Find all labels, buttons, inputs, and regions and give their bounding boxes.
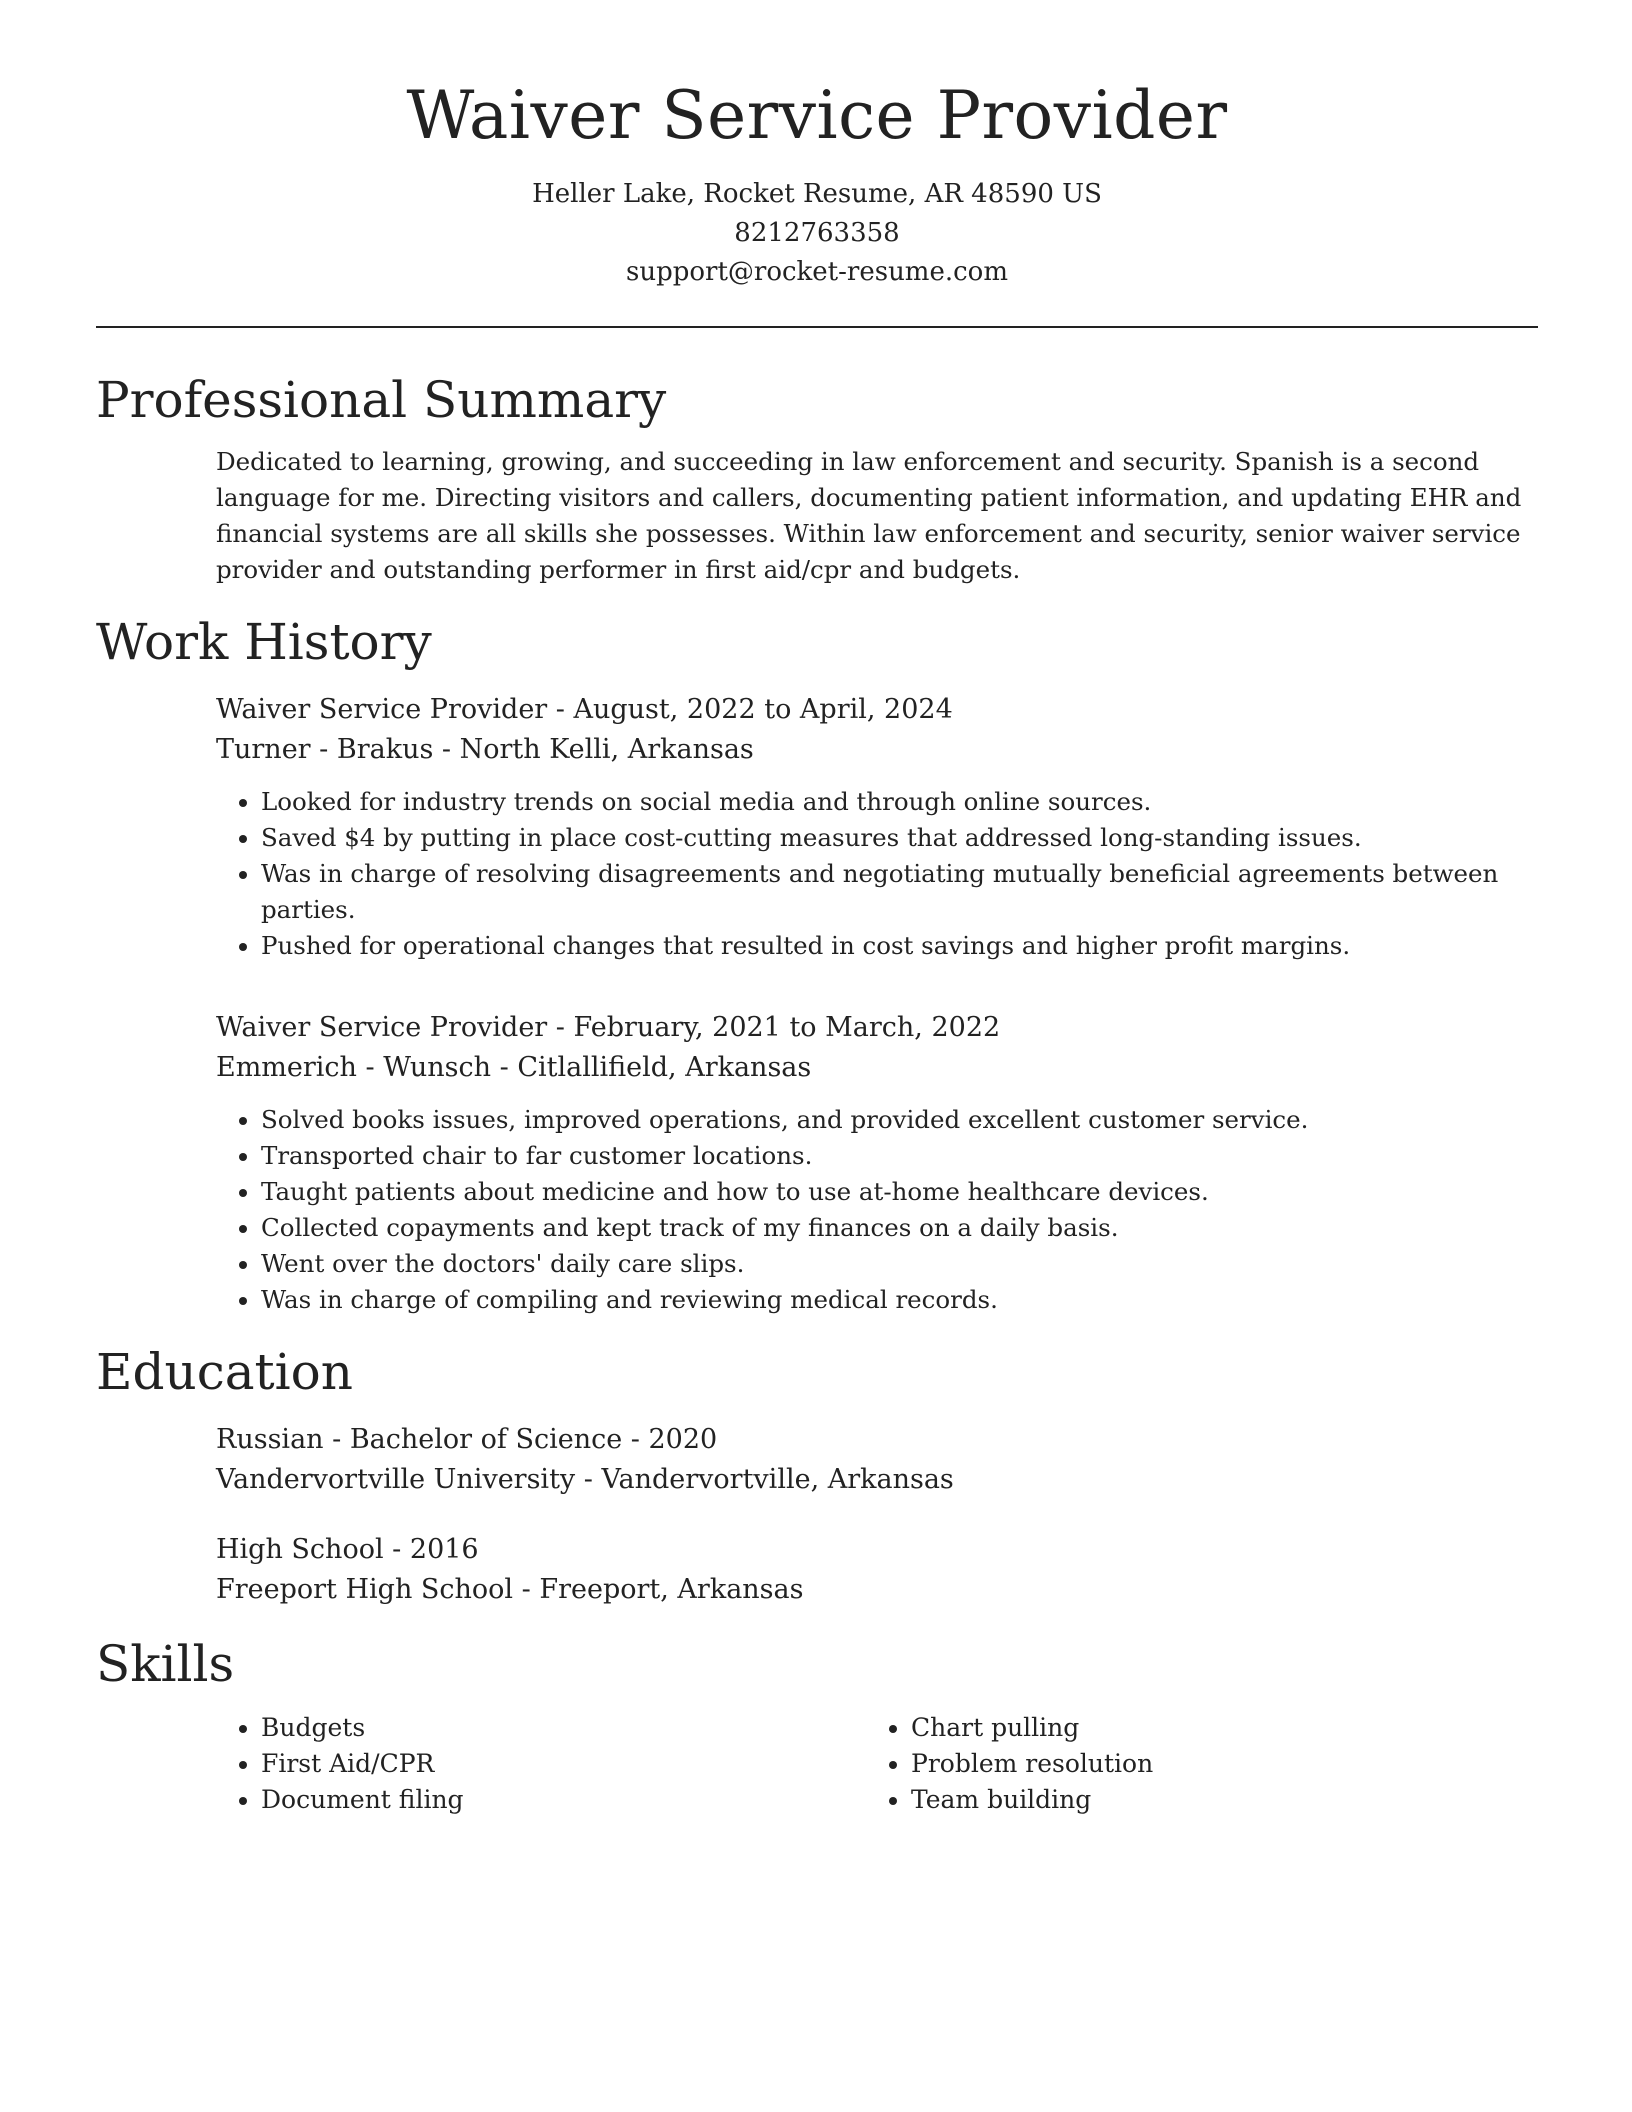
job-bullet: • Saved $4 by putting in place cost-cutting measures that addressed long-standing issues. (261, 820, 1538, 856)
education-entry (216, 1420, 1538, 1500)
education-list (216, 1420, 1538, 1610)
contact-phone: 8212763358 (734, 217, 900, 248)
job-bullet: • Transported chair to far customer locations. (261, 1138, 1538, 1174)
job-bullet: • Was in charge of resolving disagreements and negotiating mutually beneficial agreements between parties. (261, 856, 1538, 928)
education-degree: Russian - Bachelor of Science (216, 1423, 623, 1455)
job-bullets (216, 1102, 1538, 1318)
education-entry (216, 1530, 1538, 1610)
skills-column-left (216, 1710, 866, 1818)
work-history-heading: Work History (96, 612, 432, 671)
education-heading: Education (96, 1342, 353, 1401)
job-bullet: • Went over the doctors' daily care slips. (261, 1246, 1538, 1282)
job-company-line: Turner - Brakus - North Kelli, Arkansas (216, 733, 754, 765)
education-location: Vandervortville, Arkansas (601, 1463, 954, 1495)
job-bullet: • Collected copayments and kept track of my finances on a daily basis. (261, 1210, 1538, 1246)
contact-email: support@rocket-resume.com (625, 256, 1008, 287)
education-school: Freeport High School (216, 1573, 514, 1605)
summary-text: Dedicated to learning, growing, and succeeding in law enforcement and security. Spanish is a second language for me. Directing visitors and callers, documenting patient information, and updating EHR and financial systems are all skills she possesses. Within law enforcement and security, senior waiver service provider and outstanding performer in first aid/cpr and budgets. (216, 446, 1522, 584)
contact-address: Heller Lake, Rocket Resume, AR 48590 US (532, 178, 1102, 209)
education-degree-line: Russian - Bachelor of Science - 2020 (216, 1423, 718, 1455)
resume-page (96, 77, 1538, 1818)
education-degree-line: High School - 2016 (216, 1533, 479, 1565)
education-year: 2016 (409, 1533, 479, 1565)
job-entry (216, 690, 1538, 964)
skills-column-right (866, 1710, 1516, 1818)
education-school: Vandervortville University (216, 1463, 576, 1495)
work-history-list (216, 690, 1538, 1318)
job-entry (216, 1008, 1538, 1318)
job-bullet: • Looked for industry trends on social media and through online sources. (261, 784, 1538, 820)
job-location: North Kelli, Arkansas (459, 733, 754, 765)
job-position: Waiver Service Provider (216, 1011, 548, 1043)
skills-heading: Skills (96, 1634, 235, 1693)
education-degree: High School (216, 1533, 384, 1565)
skill-item: • Chart pulling (911, 1710, 1516, 1746)
job-company: Emmerich - Wunsch (216, 1051, 492, 1083)
contact-block (96, 175, 1538, 292)
skill-item: • Budgets (261, 1710, 866, 1746)
job-title-line: Waiver Service Provider - August, 2022 to April, 2024 (216, 693, 953, 725)
education-year: 2020 (648, 1423, 718, 1455)
resume-name: Waiver Service Provider (406, 77, 1228, 154)
job-location: Citlallifield, Arkansas (517, 1051, 812, 1083)
job-position: Waiver Service Provider (216, 693, 548, 725)
job-dates: February, 2021 to March, 2022 (573, 1011, 1001, 1043)
job-dates: August, 2022 to April, 2024 (573, 693, 953, 725)
job-title-line: Waiver Service Provider - February, 2021 to March, 2022 (216, 1011, 1001, 1043)
job-bullet: • Was in charge of compiling and reviewing medical records. (261, 1282, 1538, 1318)
skill-item: • Team building (911, 1782, 1516, 1818)
header-divider (96, 326, 1538, 328)
job-company: Turner - Brakus (216, 733, 434, 765)
skill-item: • Document filing (261, 1782, 866, 1818)
skills-grid (216, 1710, 1538, 1818)
education-school-line: Vandervortville University - Vandervortville, Arkansas (216, 1463, 954, 1495)
education-school-line: Freeport High School - Freeport, Arkansas (216, 1573, 804, 1605)
job-bullets (216, 784, 1538, 964)
education-location: Freeport, Arkansas (539, 1573, 804, 1605)
job-bullet: • Solved books issues, improved operations, and provided excellent customer service. (261, 1102, 1538, 1138)
skill-item: • Problem resolution (911, 1746, 1516, 1782)
skill-item: • First Aid/CPR (261, 1746, 866, 1782)
job-company-line: Emmerich - Wunsch - Citlallifield, Arkansas (216, 1051, 812, 1083)
summary-heading: Professional Summary (96, 370, 667, 429)
job-bullet: • Taught patients about medicine and how to use at-home healthcare devices. (261, 1174, 1538, 1210)
job-bullet: • Pushed for operational changes that resulted in cost savings and higher profit margins. (261, 928, 1538, 964)
